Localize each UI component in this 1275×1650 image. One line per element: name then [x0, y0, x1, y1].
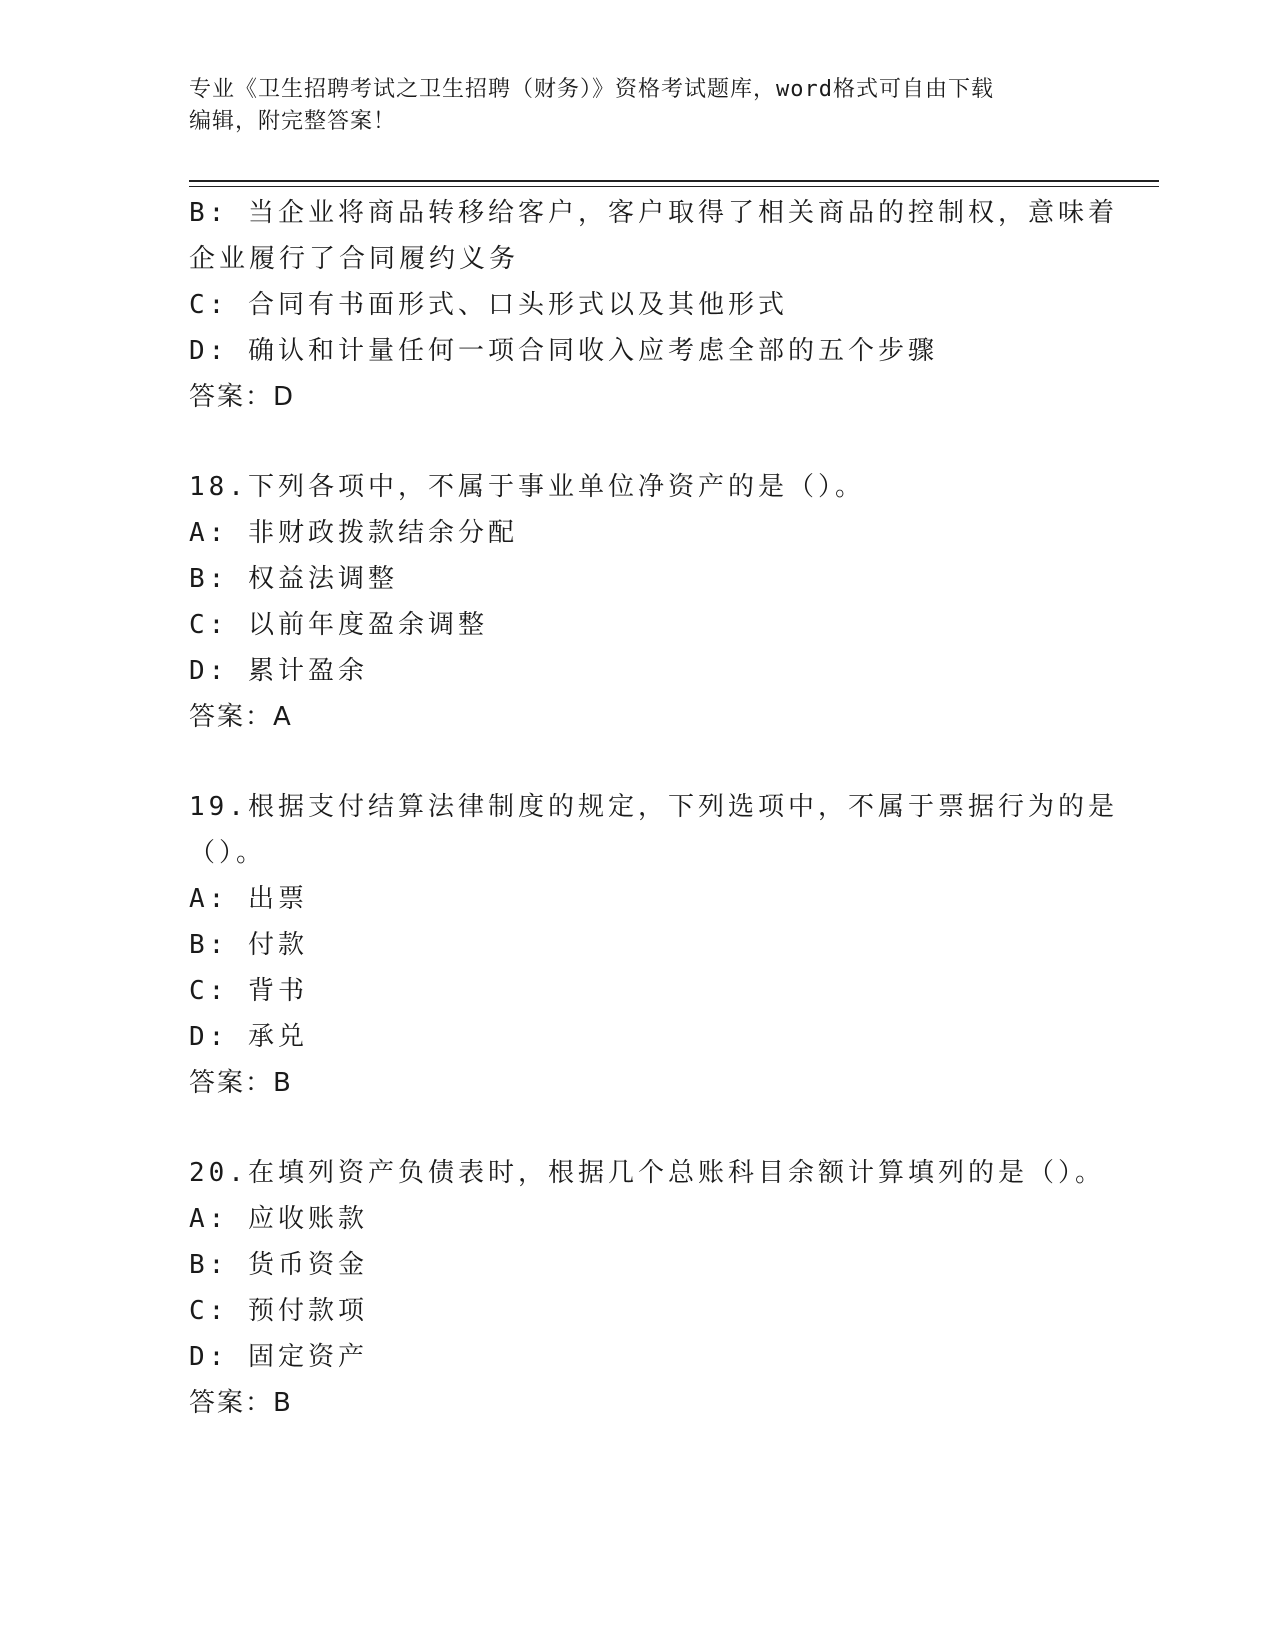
option-d: D: 确认和计量任何一项合同收入应考虑全部的五个步骤 [189, 336, 938, 366]
answer: 答案：A [189, 702, 293, 732]
question-text: 20.在填列资产负债表时，根据几个总账科目余额计算填列的是（）。 [189, 1158, 1105, 1188]
header-divider-thick [189, 180, 1159, 182]
option-d: D: 承兑 [189, 1022, 308, 1052]
question-text: 18.下列各项中，不属于事业单位净资产的是（）。 [189, 472, 865, 502]
question-19 [189, 784, 1118, 1106]
option-c: C: 背书 [189, 976, 308, 1006]
header-line-2: 编辑，附完整答案！ [189, 109, 397, 134]
question-18 [189, 464, 1089, 740]
answer: 答案：B [189, 1068, 293, 1098]
option-a: A: 非财政拨款结余分配 [189, 518, 518, 548]
question-text-continued: （）。 [189, 838, 267, 868]
option-b: B: 当企业将商品转移给客户，客户取得了相关商品的控制权，意味着 [189, 198, 1118, 228]
question-list [189, 190, 1118, 1426]
option-a: A: 应收账款 [189, 1204, 368, 1234]
option-b: B: 货币资金 [189, 1250, 368, 1280]
answer: 答案：D [189, 382, 296, 412]
continued-question [189, 190, 1118, 420]
option-d: D: 固定资产 [189, 1342, 368, 1372]
option-b: B: 权益法调整 [189, 564, 398, 594]
answer: 答案：B [189, 1388, 293, 1418]
option-c: C: 以前年度盈余调整 [189, 610, 488, 640]
option-b-continued: 企业履行了合同履约义务 [189, 244, 520, 274]
option-b: B: 付款 [189, 930, 308, 960]
option-c: C: 预付款项 [189, 1296, 368, 1326]
document-header [189, 74, 1089, 138]
question-text: 19.根据支付结算法律制度的规定，下列选项中，不属于票据行为的是 [189, 792, 1118, 822]
option-d: D: 累计盈余 [189, 656, 368, 686]
question-20 [189, 1150, 1105, 1426]
option-a: A: 出票 [189, 884, 308, 914]
header-divider-thin [189, 186, 1159, 187]
header-line-1: 专业《卫生招聘考试之卫生招聘（财务）》资格考试题库，word格式可自由下载 [189, 77, 994, 102]
option-c: C: 合同有书面形式、口头形式以及其他形式 [189, 290, 788, 320]
